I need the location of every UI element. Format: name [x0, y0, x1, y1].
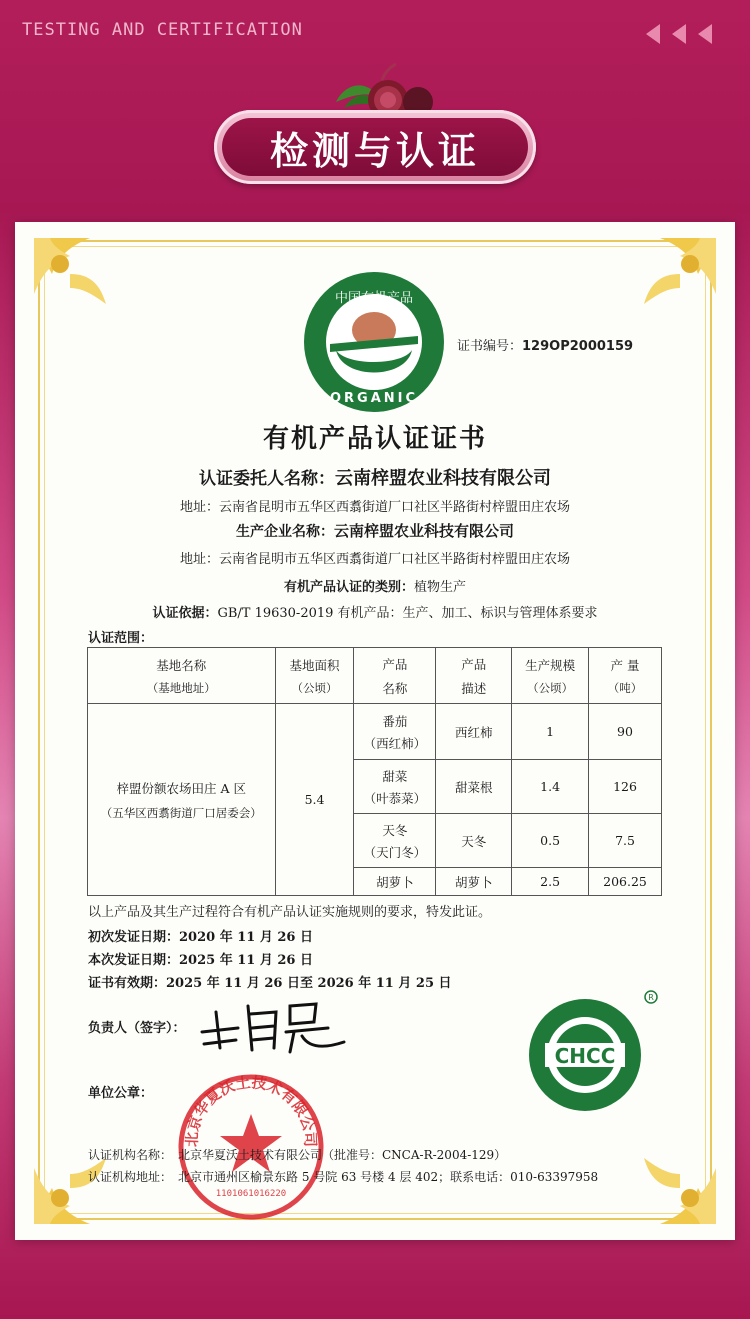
- certificate-title: 有机产品认证证书: [262, 424, 487, 454]
- section-title: 检测与认证: [269, 128, 480, 173]
- table-header: 产 量 （吨）: [589, 648, 662, 704]
- table-header: 生产规模 （公顷）: [512, 648, 589, 704]
- table-header: 产品 名称: [354, 648, 436, 704]
- logo-arc-text: 中国有机产品: [334, 291, 414, 306]
- svg-text:R: R: [648, 993, 654, 1002]
- table-header: 基地面积 （公顷）: [275, 648, 354, 704]
- category-value: 植物生产: [414, 580, 467, 595]
- category-label: 有机产品认证的类别：: [283, 580, 414, 595]
- basis-label: 认证依据：: [152, 606, 218, 621]
- chcc-logo-text: CHCC: [554, 1044, 616, 1068]
- scope-table: [87, 647, 662, 896]
- scale-cell: 0.5: [512, 814, 589, 868]
- seal-number: 1101061016220: [215, 1189, 287, 1199]
- corner-ornament-icon: [610, 234, 720, 344]
- producer-line: [0, 520, 750, 541]
- desc-cell: 甜菜根: [436, 760, 512, 814]
- producer-address: 地址：云南省昆明市五华区西翥街道厂口社区半路街村梓盟田庄农场: [179, 552, 570, 567]
- this-issue-date: 本次发证日期：2025 年 11 月 26 日: [88, 953, 313, 968]
- scale-cell: 1.4: [512, 760, 589, 814]
- table-header-row: [88, 648, 662, 704]
- org-name: 认证机构名称： 北京华夏沃土技术有限公司（批准号：CNCA-R-2004-129）: [88, 1148, 507, 1162]
- producer-label: 生产企业名称：: [235, 524, 334, 540]
- output-cell: 206.25: [589, 868, 662, 896]
- scope-label: 认证范围：: [88, 631, 154, 646]
- scale-cell: 2.5: [512, 868, 589, 896]
- certificate-number: [457, 335, 633, 354]
- category-line: [0, 576, 750, 595]
- desc-cell: 胡萝卜: [436, 868, 512, 896]
- org-address: 认证机构地址： 北京市通州区榆景东路 5 号院 63 号楼 4 层 402；联系电话：010-63397958: [88, 1170, 599, 1184]
- product-cell: 天冬 （天门冬）: [354, 814, 436, 868]
- table-header: 产品 描述: [436, 648, 512, 704]
- basis-value: GB/T 19630-2019 有机产品：生产、加工、标识与管理体系要求: [217, 606, 598, 621]
- top-label: TESTING AND CERTIFICATION: [22, 20, 303, 40]
- desc-cell: 天冬: [436, 814, 512, 868]
- stamp-label: 单位公章：: [88, 1086, 154, 1101]
- section-title-pill: [214, 110, 536, 184]
- client-label: 认证委托人名称：: [199, 469, 335, 489]
- product-cell: 胡萝卜: [354, 868, 436, 896]
- client-line: [0, 464, 750, 490]
- corner-ornament-icon: [30, 234, 140, 344]
- triple-arrow-icon: [646, 24, 724, 44]
- cert-no-label: 证书编号：: [457, 339, 523, 354]
- first-issue-date: 初次发证日期：2020 年 11 月 26 日: [88, 930, 313, 945]
- logo-organic-text: ORGANIC: [329, 391, 419, 406]
- output-cell: 7.5: [589, 814, 662, 868]
- compliance-statement: 以上产品及其生产过程符合有机产品认证实施规则的要求，特发此证。: [88, 905, 492, 920]
- desc-cell: 西红柿: [436, 704, 512, 760]
- client-name: 云南梓盟农业科技有限公司: [335, 468, 551, 489]
- output-cell: 126: [589, 760, 662, 814]
- china-organic-logo: [302, 270, 446, 414]
- area-cell: 5.4: [275, 704, 354, 896]
- client-address: 地址：云南省昆明市五华区西翥街道厂口社区半路街村梓盟田庄农场: [179, 500, 570, 515]
- chcc-logo: [523, 985, 663, 1117]
- table-header: 基地名称 （基地地址）: [88, 648, 276, 704]
- signature-image: [198, 992, 348, 1056]
- base-name-cell: 梓盟份额农场田庄 A 区 （五华区西翥街道厂口居委会）: [88, 704, 276, 896]
- basis-line: [0, 602, 750, 621]
- product-cell: 甜菜 （叶菾菜）: [354, 760, 436, 814]
- producer-name: 云南梓盟农业科技有限公司: [333, 522, 514, 540]
- table-row: [88, 704, 662, 760]
- responsible-label: 负责人（签字）：: [88, 1021, 186, 1036]
- scale-cell: 1: [512, 704, 589, 760]
- product-cell: 番茄 （西红柿）: [354, 704, 436, 760]
- corner-ornament-icon: [610, 1118, 720, 1228]
- cert-no-value: 129OP2000159: [522, 339, 634, 354]
- seal-org-text: 北京华夏沃土技术有限公司: [182, 1073, 320, 1148]
- output-cell: 90: [589, 704, 662, 760]
- validity-period: 证书有效期：2025 年 11 月 26 日至 2026 年 11 月 25 日: [88, 976, 452, 991]
